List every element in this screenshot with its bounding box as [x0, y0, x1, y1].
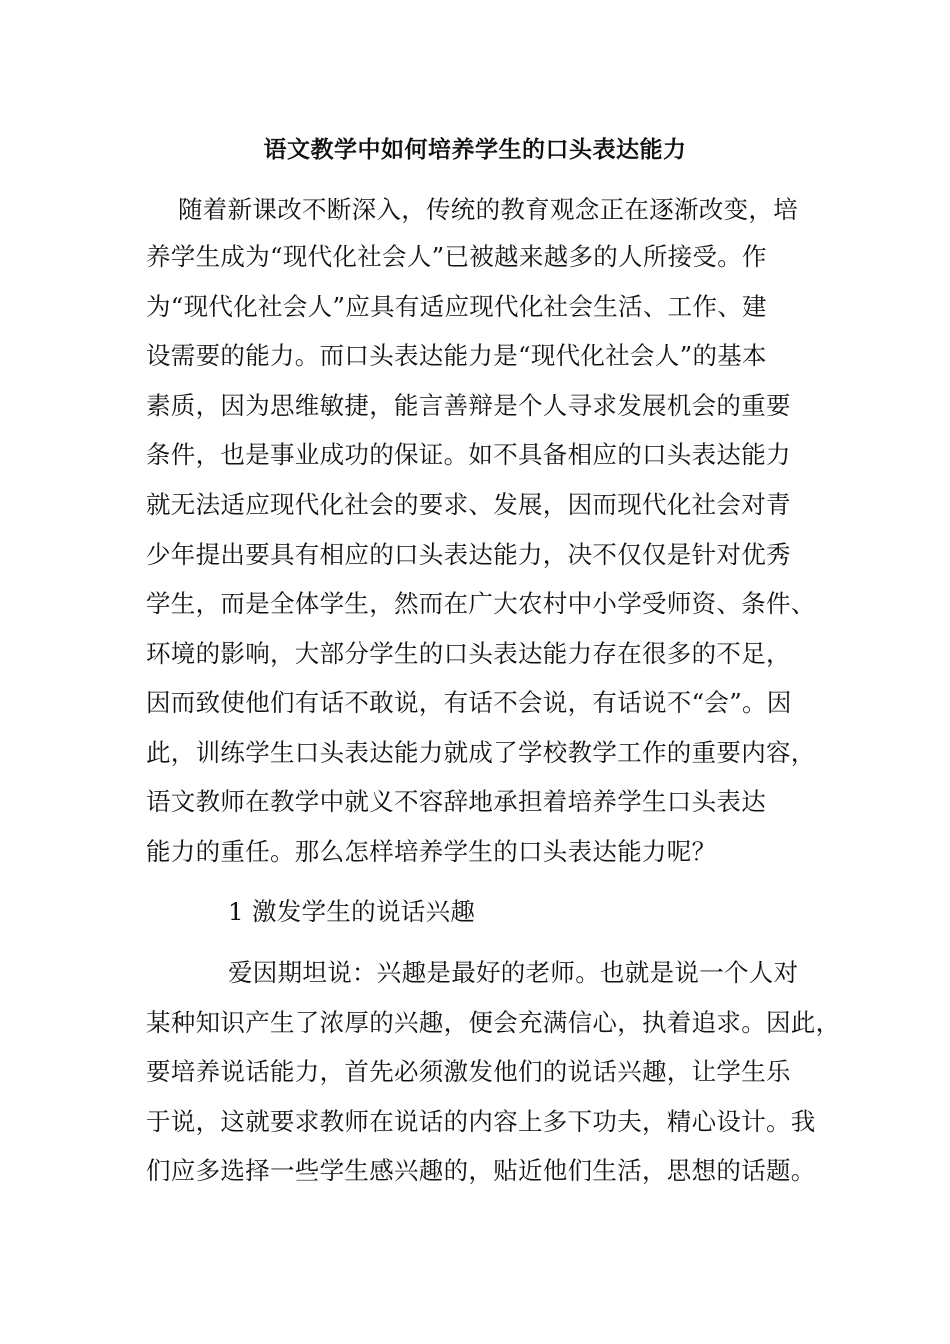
paragraph-line: 就无法适应现代化社会的要求、发展，因而现代化社会对青	[146, 490, 791, 519]
paragraph-line: 养学生成为“现代化社会人”已被越来越多的人所接受。作	[146, 242, 767, 271]
paragraph-line: 爱因期坦说：兴趣是最好的老师。也就是说一个人对	[228, 958, 799, 987]
paragraph-line: 们应多选择一些学生感兴趣的，贴近他们生活，思想的话题。	[146, 1156, 816, 1185]
paragraph-line: 条件，也是事业成功的保证。如不具备相应的口头表达能力	[146, 440, 791, 469]
paragraph-line: 随着新课改不断深入，传统的教育观念正在逐渐改变，培	[178, 195, 798, 224]
paragraph-line: 语文教师在教学中就义不容辞地承担着培养学生口头表达	[146, 787, 766, 816]
document-title: 语文教学中如何培养学生的口头表达能力	[263, 136, 687, 163]
paragraph-line: 能力的重任。那么怎样培养学生的口头表达能力呢？	[146, 837, 717, 866]
paragraph-line: 因而致使他们有话不敢说，有话不会说，有话说不“会”。因	[146, 688, 792, 717]
paragraph-line: 设需要的能力。而口头表达能力是“现代化社会人”的基本	[146, 341, 767, 370]
paragraph-line: 少年提出要具有相应的口头表达能力，决不仅仅是针对优秀	[146, 540, 791, 569]
paragraph-line: 此，训练学生口头表达能力就成了学校教学工作的重要内容，	[146, 738, 816, 767]
paragraph-line: 学生，而是全体学生，然而在广大农村中小学受师资、条件、	[146, 589, 816, 618]
paragraph-line: 为“现代化社会人”应具有适应现代化社会生活、工作、建	[146, 292, 767, 321]
paragraph-line: 某种知识产生了浓厚的兴趣，便会充满信心，执着追求。因此，	[146, 1008, 841, 1037]
paragraph-line: 环境的影响，大部分学生的口头表达能力存在很多的不足，	[146, 639, 791, 668]
paragraph-line: 要培养说话能力，首先必须激发他们的说话兴趣，让学生乐	[146, 1057, 791, 1086]
paragraph-line: 于说，这就要求教师在说话的内容上多下功夫，精心设计。我	[146, 1107, 816, 1136]
paragraph-line: 素质，因为思维敏捷，能言善辩是个人寻求发展机会的重要	[146, 391, 791, 420]
section-heading: 1 激发学生的说话兴趣	[228, 897, 476, 926]
